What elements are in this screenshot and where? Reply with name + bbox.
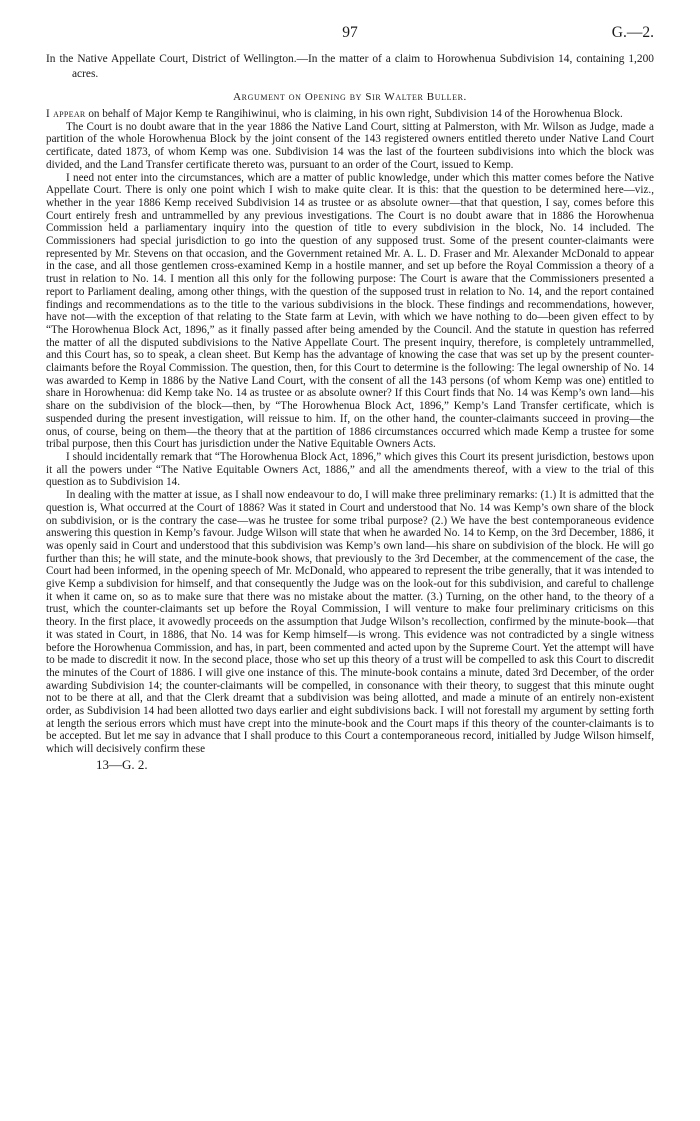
body-text [46, 108, 654, 756]
signature-mark: 13—G. 2. [96, 756, 148, 772]
paragraph-1: The Court is no doubt aware that in the year 1886 the Native Land Court, sitting at Palmerston, with Mr. Wilson as Judge, made a partition of the whole Horowhenua Block by the joint consent of the 143 registered owners entitled thereto under Native Land Court certificate, dated 1873, of whom Kemp was one. Subdivision 14 was the last of the fourteen subdivisions into which the block was divided, and the Land Transfer certificate thereto was, pursuant to an order of the Court, issued to Kemp. [46, 120, 654, 171]
opening-paragraph-text: on behalf of Major Kemp te Rangihiwinui, who is claiming, in his own right, Subdivision 14 of the Horowhenua Block. [85, 108, 623, 120]
page-header [46, 24, 654, 52]
series-reference: G.—2. [611, 24, 654, 41]
paragraph-3: I should incidentally remark that “The Horowhenua Block Act, 1896,” which gives this Court its present jurisdiction, bestows upon it all the powers under “The Native Equitable Owners Act, 1886,” and all the amendments thereof, with a view to the trial of this question as to Subdivision 14. [46, 450, 654, 489]
opening-paragraph [46, 108, 654, 121]
lead-words: I appear [46, 108, 86, 120]
paragraph-4: In dealing with the matter at issue, as I shall now endeavour to do, I will make three preliminary remarks: (1.) It is admitted that the question is, What occurred at the Court of 1886? Was it stated in Court and understood that No. 14 was Kemp’s own share of the block on subdivision, or is the contrary the case—was he trustee for some tribal purpose? (2.) We have the best contemporaneous evidence answering this question in Kemp’s favour. Judge Wilson will state that when he awarded No. 14 to Kemp, on the 3rd December, 1886, it was openly said in Court and understood that this subdivision was Kemp’s own land—his share on subdivision of the block. He will go further than this; he will state, and the minute-book shows, that previously to the 3rd December, at the commencement of the case, the Court had been informed, in the opening speech of Mr. McDonald, who appeared to represent the tribe generally, that it was intended to give Kemp a subdivision for himself, and that consequently the Judge was on the look-out for this subdivision, and careful to challenge it when it came on, so as to make sure that there was no mistake about the matter. (3.) Turning, on the other hand, to the theory of a trust, which the counter-claimants set up before the Royal Commission, I will venture to make four preliminary criticisms on this theory. In the first place, it avowedly proceeds on the assumption that Judge Wilson’s recollection, confirmed by the minute-book—that it was stated in Court, in 1886, that No. 14 was for Kemp himself—is wrong. This evidence was not contradicted by a single witness before the Horowhenua Commission, and has, in part, been commented and acted upon by the Supreme Court. Yet the attempt will have to be made to discredit it now. In the second place, those who set up this theory of a trust will be compelled to ask this Court to discredit the minutes of the Court of 1886. I will give one instance of this. The minute-book contains a minute, dated 3rd December, of the order awarding Subdivision 14; the counter-claimants will be compelled, in consonance with their theory, to suggest that this minute ought not to be there at all, and that the Clerk dreamt that a subdivision was being allotted, and made a minute of an entirely non-existent order, as Subdivision 14 had been allotted two days earlier and eight subdivisions back. I will not forestall my argument by setting forth at length the serious errors which must have crept into the minute-book and the Court maps if this theory of the counter-claimants is to be accepted. But let me say in advance that I shall produce to this Court a contemporaneous record, initialled by Judge Wilson himself, which will decisively confirm these [46, 489, 654, 756]
paragraph-2: I need not enter into the circumstances, which are a matter of public knowledge, under which this matter comes before the Native Appellate Court. There is only one point which I wish to make quite clear. It is this: that the question to be determined here—viz., whether in the year 1886 Kemp received Subdivision 14 as trustee or as absolute owner—that that question, I say, comes before this Court entirely fresh and untrammelled by any previous investigations. The Court is no doubt aware that in 1886 the Horowhenua Commission held a parliamentary inquiry into the question of title to every subdivision in the block, No. 14 included. The Commissioners had special jurisdiction to go into the question of any supposed trust. Some of the present counter-claimants were represented by Mr. Stevens on that occasion, and the Government retained Mr. A. L. D. Fraser and Mr. Alexander McDonald to appear in the case, and all those gentlemen cross-examined Kemp in a hostile manner, and set up before the Royal Commission a theory of a trust in relation to No. 14. I mention all this only for the following purpose: The Court is aware that the Commissioners presented a report to Parliament dealing, among other things, with the question of the supposed trust in relation to No. 14, and the report contained findings and recommendations as to the title to the various subdivisions in the block. These findings and recommendations, however, have not—with the exception of that relating to the State farm at Levin, with which we have nothing to do—been given effect to by “The Horowhenua Block Act, 1896,” as it finally passed after being amended by the Council. And the statute in question has referred the matter of all the disputed subdivisions to the Native Appellate Court. The present inquiry, therefore, is completely untrammelled, and this Court has, so to speak, a clean sheet. But Kemp has the advantage of knowing the case that was set up by the present counter-claimants before the Royal Commission. The question, then, for this Court to determine is the following: The legal ownership of No. 14 was awarded to Kemp in 1886 by the Native Land Court, with the consent of all the 143 persons (of whom Kemp was one) entitled to share in Horowhenua: did Kemp take No. 14 as trustee or as absolute owner? If this Court finds that No. 14 was Kemp’s own land—his share on the subdivision of the block—then, by “The Horowhenua Block Act, 1896,” Kemp’s Land Transfer certificate, which is suspended during the present investigation, will reissue to him. If, on the other hand, the counter-claimants succeed in proving—the onus, of course, being on them—the theory that at the partition of 1886 circumstances occurred which made Kemp a trustee for some tribal purpose, then this Court has jurisdiction under the Native Equitable Owners Acts. [46, 171, 654, 451]
section-heading: Argument on Opening by Sir Walter Buller. [233, 91, 467, 103]
page-number: 97 [342, 24, 358, 41]
document-title: In the Native Appellate Court, District of Wellington.—In the matter of a claim to Horowhenua Subdivision 14, containing 1,200 acres. [46, 53, 654, 80]
